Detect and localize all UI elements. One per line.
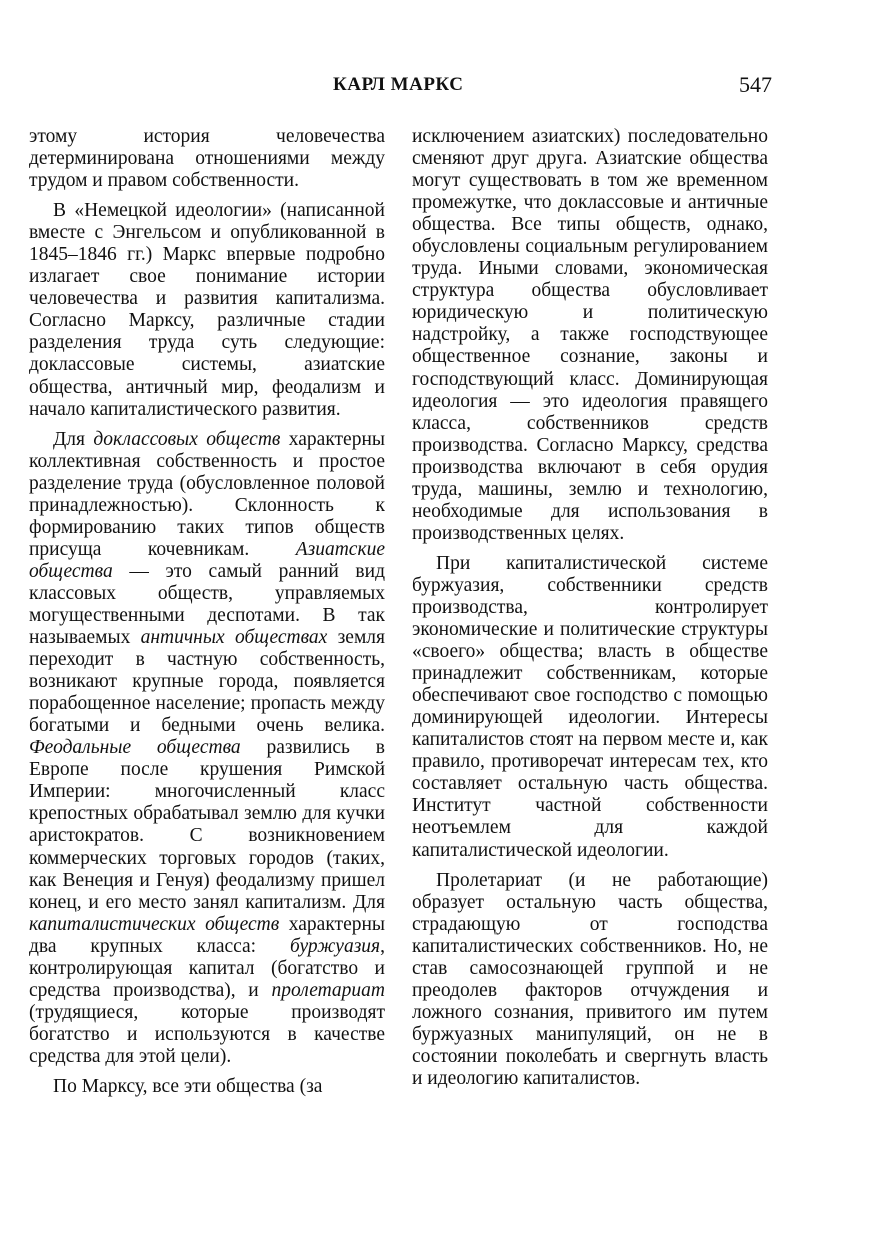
- emphasis-capitalist-societies: капиталистических обществ: [29, 913, 280, 935]
- text-run: Для: [53, 428, 94, 450]
- emphasis-preclass-societies: доклассовых обществ: [93, 428, 281, 450]
- emphasis-asiatic-societies: Азиатские общества: [29, 538, 385, 582]
- paragraph-continuation-right: исключением азиатских) последовательно сменяют друг друга. Азиатские общества могут существовать в том же временном промежутке, что доклассовые и античные общества. Все типы обществ, однако, обусловлены социальным регулированием труда. Иными словами, экономическая структура общества обусловливает юридическую и политическую надстройку, а также господствующее общественное сознание, законы и господствующий класс. Доминирующая идеология — это идеология правящего класса, собственников средств производства. Согласно Марксу, средства производства включают в себя орудия труда, машины, землю и технологию, необходимые для использования в производственных целях.: [412, 126, 768, 544]
- paragraph-capitalist-system: При капиталистической системе буржуазия, собственники средств производства, контролирует экономические и политические структуры «своего» общества; власть в обществе принадлежит собственникам, которые обеспечивают свое господство с помощью доминирующей идеологии. Интересы капиталистов стоят на первом месте и, как правило, противоречат интересам тех, кто составляет остальную часть общества. Институт частной собственности неотъемлем для каждой капиталистической идеологии.: [412, 552, 768, 861]
- running-head-title: КАРЛ МАРКС: [333, 74, 464, 95]
- paragraph-german-ideology: В «Немецкой идеологии» (написанной вместе с Энгельсом и опубликованной в 1845–1846 гг.) Маркс впервые подробно излагает свое понимание истории человечества и развития капитализма. Согласно Марксу, различные стадии разделения труда суть следующие: доклассовые системы, азиатские общества, античный мир, феодализм и начало капиталистического развития.: [29, 200, 385, 420]
- emphasis-feudal-societies: Феодальные общества: [29, 737, 241, 759]
- paragraph-proletariat: Пролетариат (и не работающие) образует остальную часть общества, страдающую от господства капиталистических собственников. Но, не став самосознающей группой и не преодолев факторов отчуждения и ложного сознания, привитого им путем буржуазных манипуляций, он не в состоянии поколебать и свергнуть власть и идеологию капиталистов.: [412, 869, 768, 1089]
- emphasis-bourgeoisie: буржуазия: [289, 935, 381, 957]
- left-column: [29, 126, 385, 1098]
- page-number: 547: [739, 72, 772, 97]
- emphasis-proletariat: пролетариат: [271, 979, 385, 1001]
- right-column: [412, 126, 768, 1090]
- paragraph-according-to-marx: По Марксу, все эти общества (за: [53, 1075, 323, 1097]
- text-run: развились в Европе после крушения Римской Империи: многочисленный класс крепостных обрабатывал землю для кучки аристократов. С возникновением коммерческих торговых городов (таких, как Венеция и Генуя) феодализму пришел конец, и его место занял капитализм. Для: [29, 737, 385, 913]
- text-run: (трудящиеся, которые производят богатство и используются в качестве средства для этой цели).: [29, 1001, 385, 1067]
- text-run: земля переходит в частную собственность, возникают крупные города, появляется порабощенное население; пропасть между богатыми и бедными очень велика.: [29, 627, 385, 737]
- text-run: характерны коллективная собственность и простое разделение труда (обусловленное половой принадлежностью). Склонность к формированию таких типов обществ присуща кочевникам.: [29, 428, 385, 560]
- text-run: — это самый ранний вид классовых обществ, управляемых могущественными деспотами. В так называемых: [29, 560, 385, 649]
- paragraph-continuation: этому история человечества детерминирована отношениями между трудом и правом собственности.: [29, 126, 385, 192]
- emphasis-ancient-societies: античных обществах: [140, 627, 328, 649]
- paragraph-society-types: [29, 429, 385, 1068]
- text-run: , контролирующая капитал (богатство и средства производства), и: [29, 935, 385, 1001]
- text-run: характерны два крупных класса:: [29, 913, 386, 957]
